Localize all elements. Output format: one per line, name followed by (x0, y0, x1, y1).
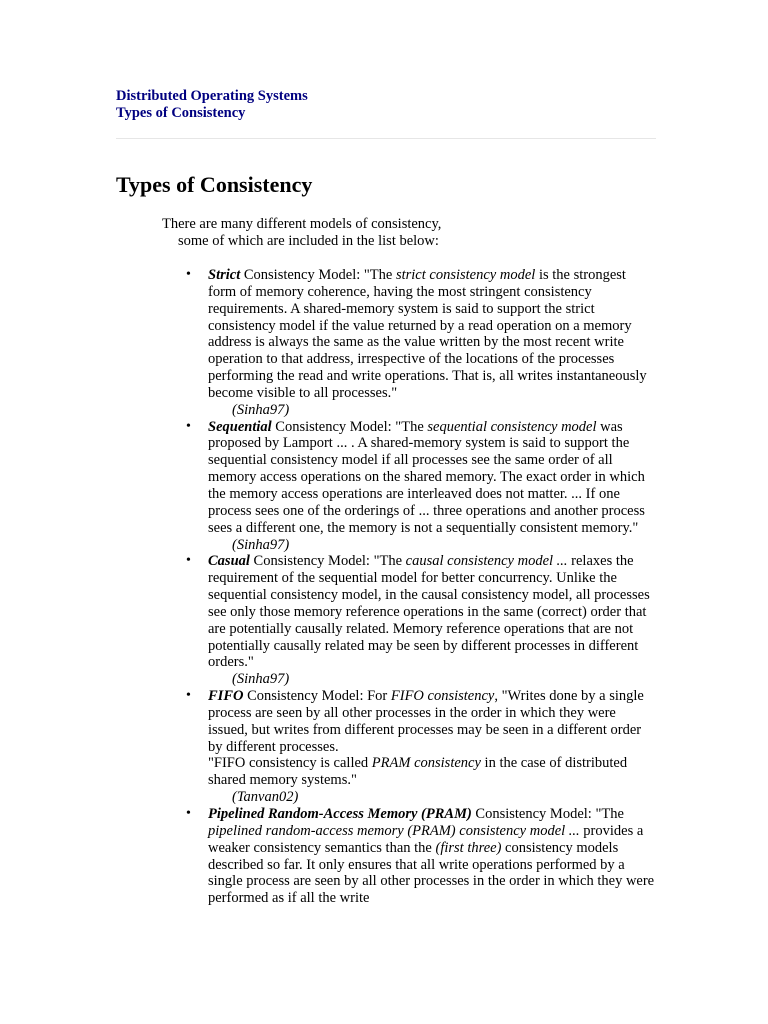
divider (116, 138, 656, 139)
model-term: causal consistency model ... (405, 553, 568, 570)
model-description-end: consistency models described so far. It only ensures that all write operations performed by a single process are seen by all other processes in the order in which they were performed as if all the write (208, 839, 655, 907)
model-description: provides a weaker consistency semantics than the (208, 822, 644, 856)
page-title: Types of Consistency (116, 172, 313, 197)
model-intro: Consistency Model: "The (271, 418, 428, 435)
citation: (Sinha97) (232, 536, 290, 553)
list-item-fifo (186, 688, 656, 806)
model-term: sequential consistency model (427, 418, 597, 435)
model-term: FIFO consistency (390, 688, 495, 705)
model-intro: Consistency Model: "The (249, 553, 406, 570)
bullet-icon: • (186, 418, 191, 434)
model-term-2: (first three) (435, 839, 502, 856)
intro-line-2: some of which are included in the list below: (178, 233, 439, 249)
bullet-icon: • (186, 267, 191, 282)
model-intro: Consistency Model: "The (240, 267, 396, 283)
list-item-strict (186, 267, 656, 419)
model-description: is the strongest form of memory coherence, having the most stringent consistency requirements. A shared-memory system is said to support the strict consistency model if the value returned by a read operation on a memory address is always the same as the value written by the most recent write operation to that address, irrespective of the locations of the processes performing the read and write operations. That is, all writes instantaneously become visible to all processes." (208, 267, 647, 401)
model-name: Casual (208, 553, 250, 570)
model-name: Pipelined Random-Access Memory (PRAM) (208, 806, 472, 822)
breadcrumb-link-parent[interactable]: Distributed Operating Systems (116, 88, 308, 104)
model-description: was proposed by Lamport ... . A shared-memory system is said to support the sequential consistency model if all processes see the same order of all memory access operations on the shared memory. The exact order in which the memory access operations are interleaved does not matter. ... If one process sees one of the orderings of ... three operations and another process sees a different one, the memory is not a sequentially consistent memory." (208, 418, 645, 536)
document-page (116, 88, 656, 907)
intro-paragraph (162, 216, 656, 250)
model-description: relaxes the requirement of the sequential model for better concurrency. Unlike the sequential consistency model, in the causal consistency model, all processes see only those memory reference operations in the same (correct) order that are potentially causally related. Memory reference operations that are not potentially causally related may be seen by different processes in different orders." (208, 553, 650, 671)
model-intro: Consistency Model: "The (471, 806, 624, 822)
model-description: , "Writes done by a single process are seen by all other processes in the order in which they were issued, but writes from different processes may be seen in a different order by different processes. (208, 688, 644, 755)
citation: (Tanvan02) (232, 789, 299, 806)
model-name: Strict (208, 267, 241, 283)
breadcrumb-link-current[interactable]: Types of Consistency (116, 104, 246, 121)
citation: (Sinha97) (232, 401, 290, 418)
bullet-icon: • (186, 806, 191, 821)
bullet-icon: • (186, 688, 191, 704)
list-item-sequential (186, 418, 656, 554)
intro-line-1: There are many different models of consistency, (162, 216, 442, 232)
model-name: FIFO (208, 688, 244, 705)
model-intro: Consistency Model: For (243, 688, 391, 705)
model-note-end: in the case of distributed shared memory systems." (208, 755, 628, 789)
model-name: Sequential (208, 418, 272, 435)
list-item-pram (186, 806, 656, 907)
model-note-term: PRAM consistency (371, 755, 481, 772)
consistency-model-list (116, 267, 656, 907)
model-term: pipelined random-access memory (PRAM) consistency model ... (208, 822, 580, 839)
citation: (Sinha97) (232, 671, 290, 688)
model-note: "FIFO consistency is called (208, 755, 372, 772)
bullet-icon: • (186, 553, 191, 569)
model-term: strict consistency model (395, 267, 536, 283)
list-item-casual (186, 553, 656, 688)
breadcrumb (116, 88, 656, 121)
